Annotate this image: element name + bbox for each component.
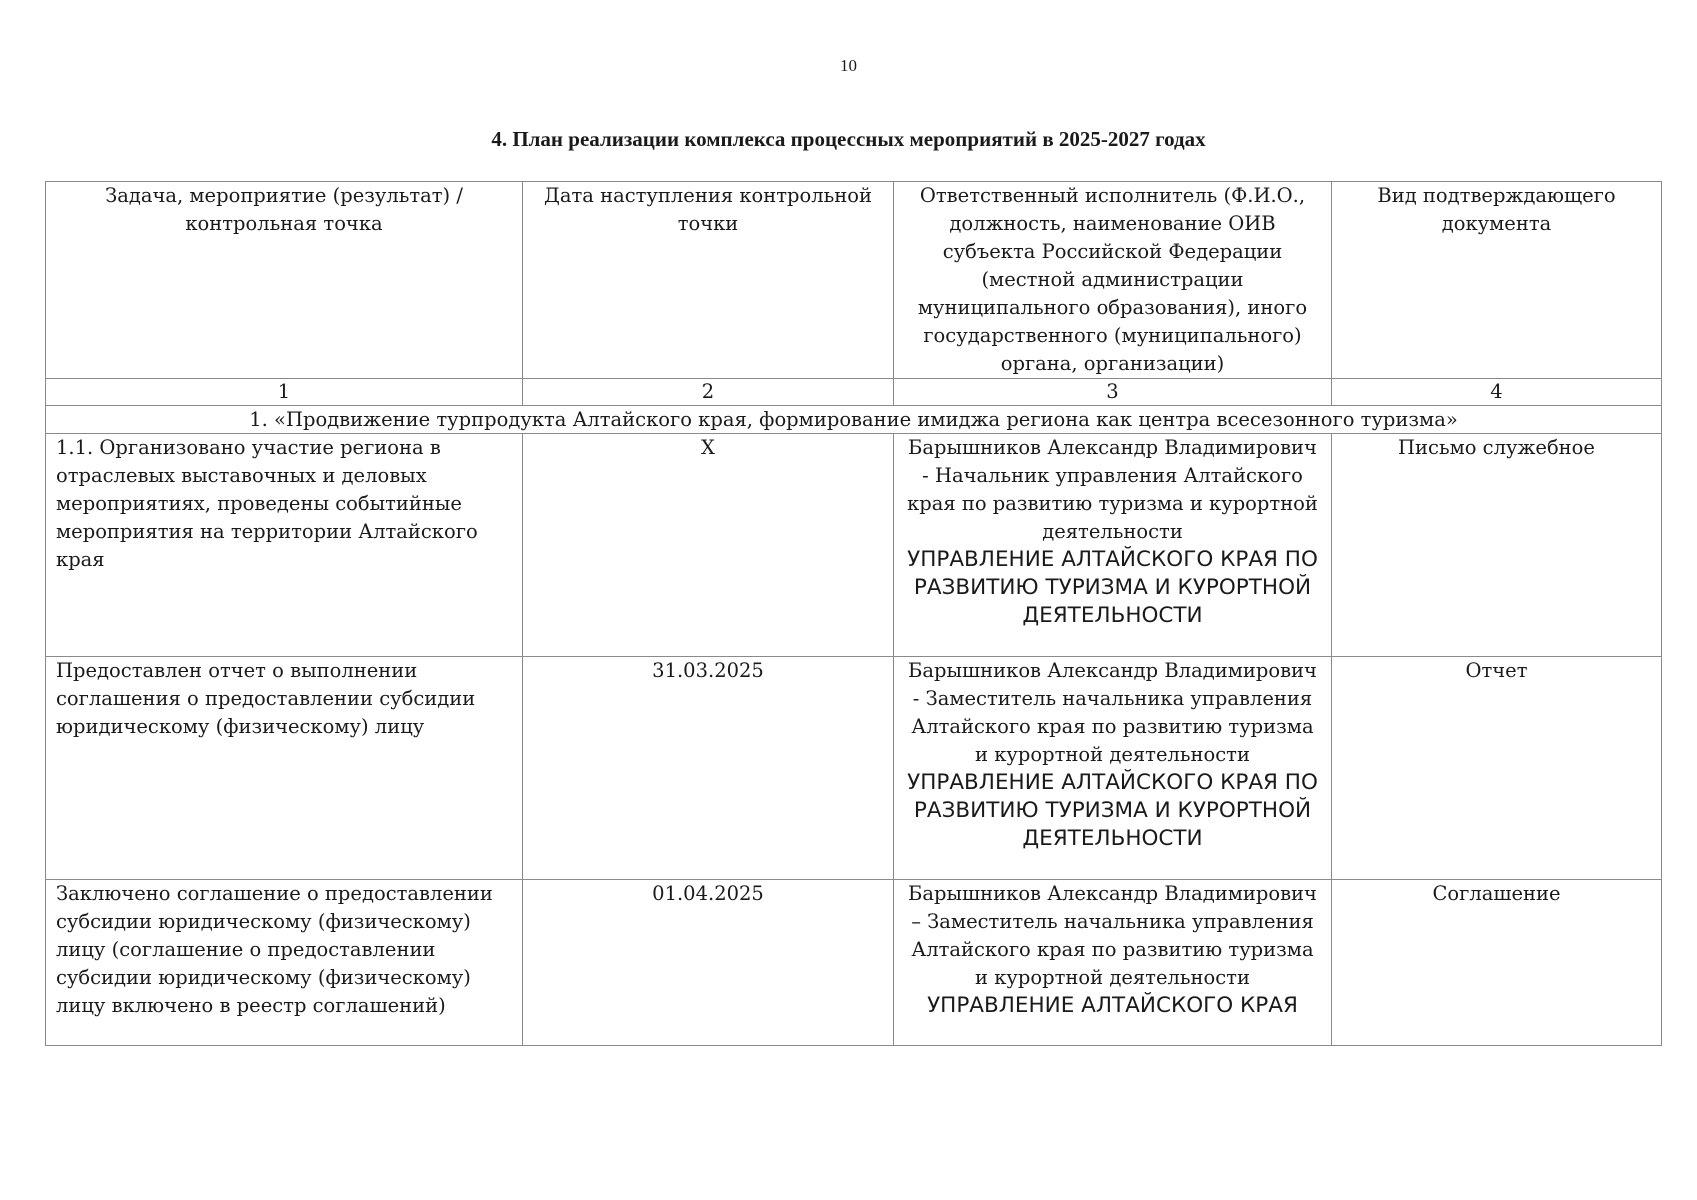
task-cell: 1.1. Организовано участие региона в отраслевых выставочных и деловых мероприятиях, проведены событийные мероприятия на территории Алтайского края	[46, 434, 523, 657]
page-number: 10	[840, 56, 857, 75]
executor-cell	[894, 657, 1332, 880]
table-row	[46, 880, 1662, 1046]
section-title: 1. «Продвижение турпродукта Алтайского края, формирование имиджа региона как центра всесезонного туризма»	[46, 406, 1662, 434]
executor-name: Барышников Александр Владимирович - Заместитель начальника управления Алтайского края по развитию туризма и курортной деятельности	[908, 659, 1317, 766]
header-executor: Ответственный исполнитель (Ф.И.О., должность, наименование ОИВ субъекта Российской Федерации (местной администрации муниципального образования), иного государственного (муниципального) органа, организации)	[894, 182, 1332, 379]
document-title: 4. План реализации комплекса процессных мероприятий в 2025-2027 годах	[491, 127, 1206, 151]
header-task: Задача, мероприятие (результат) / контрольная точка	[46, 182, 523, 379]
table-header-row	[46, 182, 1662, 379]
section-row	[46, 406, 1662, 434]
column-number: 2	[523, 379, 894, 406]
executor-name: Барышников Александр Владимирович - Начальник управления Алтайского края по развитию туризма и курортной деятельности	[907, 436, 1318, 543]
table-row	[46, 657, 1662, 880]
executor-organization: УПРАВЛЕНИЕ АЛТАЙСКОГО КРАЯ ПО РАЗВИТИЮ ТУРИЗМА И КУРОРТНОЙ ДЕЯТЕЛЬНОСТИ	[907, 770, 1318, 851]
header-document: Вид подтверждающего документа	[1332, 182, 1662, 379]
column-number-row	[46, 379, 1662, 406]
executor-cell	[894, 880, 1332, 1046]
date-cell: X	[523, 434, 894, 657]
task-cell: Предоставлен отчет о выполнении соглашения о предоставлении субсидии юридическому (физическому) лицу	[46, 657, 523, 880]
date-cell: 01.04.2025	[523, 880, 894, 1046]
column-number: 3	[894, 379, 1332, 406]
document-cell: Отчет	[1332, 657, 1662, 880]
document-cell: Соглашение	[1332, 880, 1662, 1046]
date-cell: 31.03.2025	[523, 657, 894, 880]
header-date: Дата наступления контрольной точки	[523, 182, 894, 379]
executor-organization: УПРАВЛЕНИЕ АЛТАЙСКОГО КРАЯ	[927, 993, 1298, 1018]
executor-name: Барышников Александр Владимирович – Заместитель начальника управления Алтайского края по развитию туризма и курортной деятельности	[908, 882, 1317, 989]
column-number: 1	[46, 379, 523, 406]
column-number: 4	[1332, 379, 1662, 406]
executor-organization: УПРАВЛЕНИЕ АЛТАЙСКОГО КРАЯ ПО РАЗВИТИЮ ТУРИЗМА И КУРОРТНОЙ ДЕЯТЕЛЬНОСТИ	[907, 547, 1318, 628]
document-cell: Письмо служебное	[1332, 434, 1662, 657]
table-row	[46, 434, 1662, 657]
task-cell: Заключено соглашение о предоставлении субсидии юридическому (физическому) лицу (соглашение о предоставлении субсидии юридическому (физическому) лицу включено в реестр соглашений)	[46, 880, 523, 1046]
plan-table	[45, 181, 1662, 1046]
executor-cell	[894, 434, 1332, 657]
